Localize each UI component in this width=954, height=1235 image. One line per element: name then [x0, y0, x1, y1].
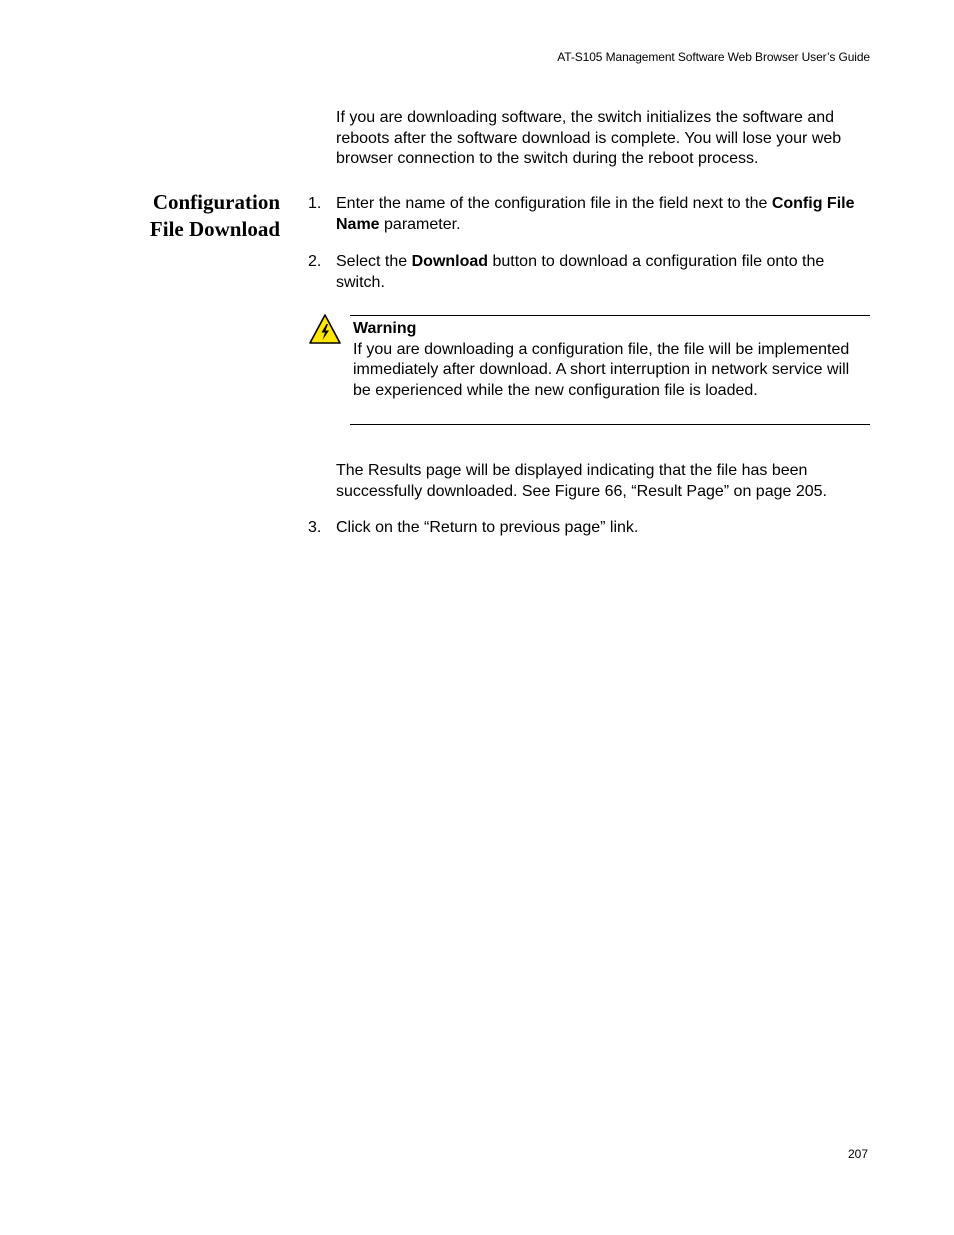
warning-box [350, 315, 870, 425]
step-number: 2. [308, 253, 322, 270]
step-text-bold: Config File Name [336, 195, 855, 233]
step-number: 3. [308, 519, 322, 536]
step-text-after: button to download a configuration file onto the switch. [336, 253, 825, 291]
step-1 [308, 194, 874, 235]
intro-paragraph: If you are downloading software, the switch initializes the software and reboots after the software download is complete. You will lose your web browser connection to the switch during the reboot process. [336, 109, 842, 167]
high-voltage-warning-icon [308, 313, 342, 345]
section-heading [80, 189, 280, 243]
step-text-after: parameter. [379, 215, 461, 233]
step-3 [308, 518, 874, 539]
step-text [336, 252, 874, 293]
step-number: 1. [308, 195, 322, 212]
step-text: Click on the “Return to previous page” link. [336, 519, 639, 536]
running-header: AT-S105 Management Software Web Browser User’s Guide [557, 50, 870, 64]
results-paragraph: The Results page will be displayed indicating that the file has been successfully downloaded. See Figure 66, “Result Page” on page 205. [336, 462, 827, 500]
page-number: 207 [847, 1147, 868, 1161]
warning-text: If you are downloading a configuration file, the file will be implemented immediately after download. A short interruption in network service will be experienced while the new configuration file is loaded. [353, 340, 850, 399]
step-text-bold: Download [411, 253, 489, 270]
step-text-before: Select the [336, 253, 412, 270]
step-2 [308, 252, 874, 293]
step-text-before: Enter the name of the configuration file in the field next to the [336, 195, 772, 212]
section-heading-line2: File Download [149, 217, 280, 241]
warning-title: Warning [353, 320, 417, 337]
section-heading-line1: Configuration [152, 190, 280, 214]
step-text [336, 194, 874, 235]
